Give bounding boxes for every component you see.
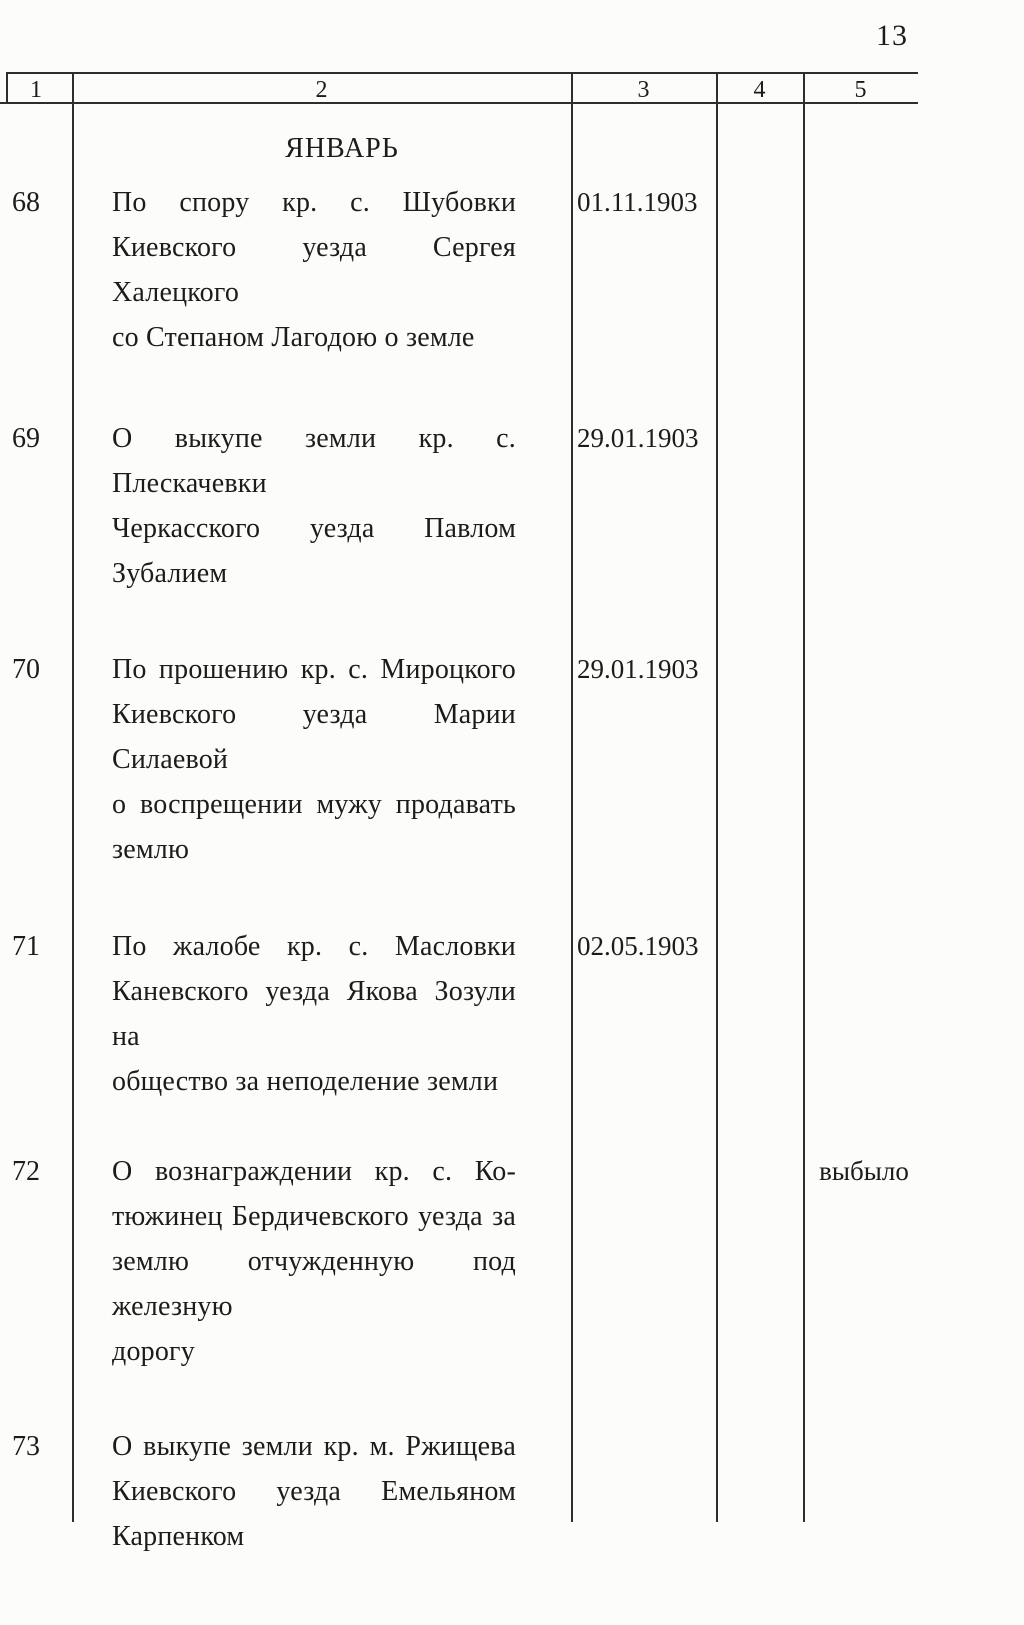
description-line: По прошению кр. с. Мироцкого: [112, 654, 516, 685]
description-line: По жалобе кр. с. Масловки: [112, 931, 516, 962]
column-header-1: 1: [30, 77, 42, 103]
description-line: О выкупе земли кр. м. Ржищева: [112, 1431, 516, 1462]
case-number: 68: [12, 187, 40, 218]
column-divider-2-3: [571, 72, 573, 1522]
description-line: О выкупе земли кр. с. Плескачевки: [112, 423, 516, 499]
case-date: 29.01.1903: [577, 423, 699, 453]
description-line: о воспрещении мужу продавать: [112, 789, 516, 820]
case-description: [112, 416, 516, 596]
description-line: общество за неподеление земли: [112, 1066, 499, 1097]
column-header-4: 4: [753, 77, 766, 103]
description-line: Карпенком: [112, 1521, 245, 1552]
case-date: 02.05.1903: [577, 931, 699, 961]
description-line: Киевского уезда Емельяном: [112, 1476, 516, 1507]
case-number: 69: [12, 423, 40, 454]
description-line: Каневского уезда Якова Зозули на: [112, 976, 516, 1052]
case-description: [112, 1424, 516, 1559]
case-description: [112, 180, 516, 360]
column-header-5: 5: [854, 77, 867, 103]
description-line: тюжинец Бердичевского уезда за: [112, 1201, 516, 1232]
page-number: 13: [876, 19, 908, 52]
description-line: дорогу: [112, 1336, 195, 1367]
description-line: Киевского уезда Сергея Халецкого: [112, 232, 516, 308]
case-date: 01.11.1903: [577, 187, 698, 217]
case-description: [112, 1149, 516, 1374]
case-number: 70: [12, 654, 40, 685]
description-line: Черкасского уезда Павлом: [112, 513, 516, 544]
table-top-border: [6, 72, 918, 74]
column-divider-4-5: [803, 72, 805, 1522]
case-description: [112, 647, 516, 872]
case-number: 71: [12, 931, 40, 962]
case-description: [112, 924, 516, 1104]
month-header: ЯНВАРЬ: [285, 133, 399, 164]
column-divider-1-2: [72, 72, 74, 1522]
description-line: Зубалием: [112, 558, 228, 589]
column-header-3: 3: [637, 77, 650, 103]
description-line: Киевского уезда Марии Силаевой: [112, 699, 516, 775]
description-line: По спору кр. с. Шубовки: [112, 187, 516, 218]
column-header-2: 2: [315, 77, 328, 103]
case-note: выбыло: [819, 1156, 909, 1186]
description-line: со Степаном Лагодою о земле: [112, 322, 475, 353]
case-number: 73: [12, 1431, 40, 1462]
case-number: 72: [12, 1156, 40, 1187]
case-date: 29.01.1903: [577, 654, 699, 684]
description-line: землю: [112, 834, 190, 865]
column-divider-3-4: [716, 72, 718, 1522]
description-line: землю отчужденную под железную: [112, 1246, 516, 1322]
description-line: О вознаграждении кр. с. Ко-: [112, 1156, 516, 1187]
